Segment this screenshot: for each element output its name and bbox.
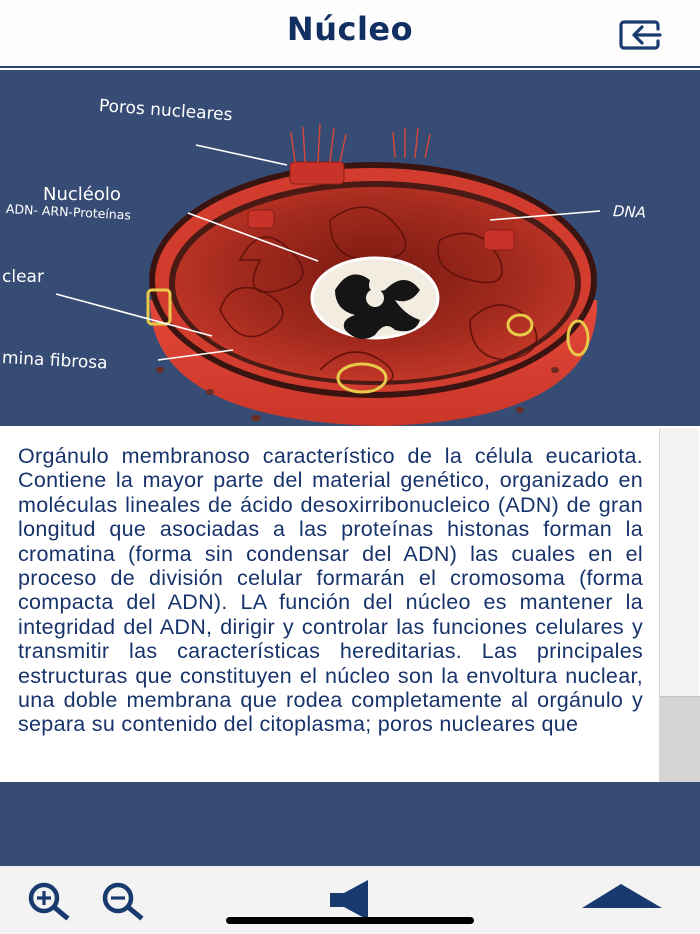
zoom-out-button[interactable] [100,882,162,922]
home-indicator[interactable] [226,917,474,924]
header-bar [0,0,700,68]
text-scrollbar[interactable] [659,428,699,782]
label-lamina-fibrosa: mina fibrosa [1,348,109,374]
zoom-in-icon [26,882,88,922]
triangle-up-icon [580,882,664,910]
exit-button[interactable] [618,20,664,50]
zoom-in-button[interactable] [26,882,88,922]
speaker-button[interactable] [328,880,370,922]
label-nucleolo: Nucléolo [43,184,121,205]
speaker-icon [328,880,370,922]
exit-arrow-left-icon [618,20,664,50]
description-panel[interactable] [0,426,700,782]
scroll-up-button[interactable] [580,882,664,910]
zoom-out-icon [100,882,162,922]
footer-band [0,782,700,866]
scrollbar-thumb[interactable] [660,696,700,782]
label-poros-nucleares: Poros nucleares [98,96,234,126]
nucleus-illustration [0,70,700,426]
label-dna: DNA [612,202,647,222]
page-title: Núcleo [286,10,414,48]
description-text: Orgánulo membranoso característico de la célula eucariota. Contiene la mayor parte del material genético, organizado en moléculas lineales de ácido desoxirribonucleico (ADN) de gran longitud que asociadas a las proteínas histonas forman la cromatina (forma sin condensar del ADN) las cuales en el proceso de división celular formarán el cromosoma (forma compacta del ADN). LA función del núcleo es mantener la integridad del ADN, dirigir y controlar las funciones celulares y transmitir las características hereditarias. Las principales estructuras que constituyen el núcleo son la envoltura nuclear, una doble membrana que rodea completamente al orgánulo y separa su contenido del citoplasma; poros nucleares que [18,444,643,737]
label-nucleolo-sub: ADN- ARN-Proteínas [5,201,132,223]
label-envoltura-nuclear: clear [2,267,44,287]
